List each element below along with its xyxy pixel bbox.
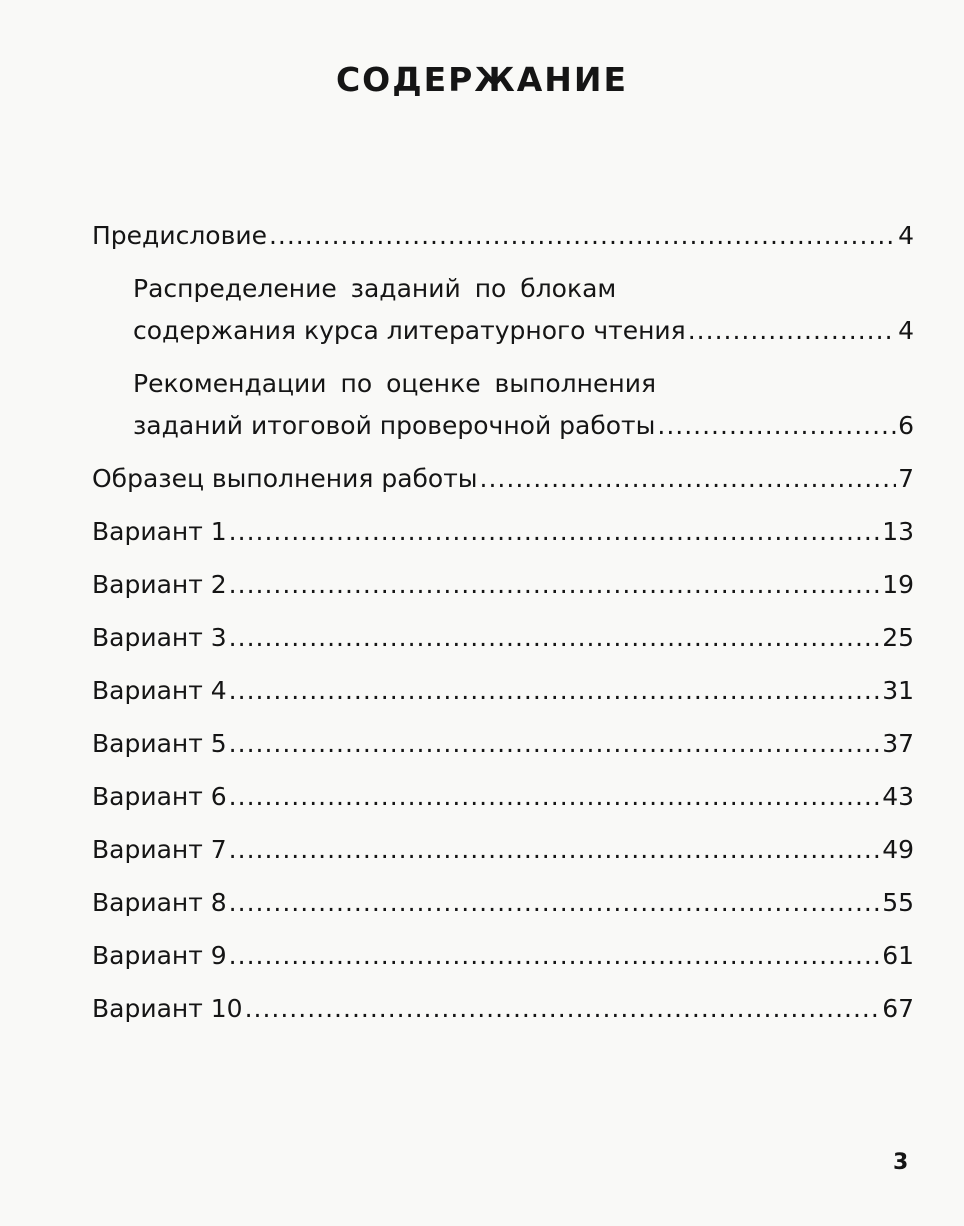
toc-entry-label: Вариант 7 [92,835,227,864]
toc-leader-dots [269,215,896,257]
toc-entry-page: 4 [898,316,914,345]
toc-entry-preface [92,215,914,257]
toc-leader-dots [229,564,881,606]
toc-entry-page: 37 [882,729,914,758]
toc-leader-dots [229,882,881,924]
toc-entry-sample [92,458,914,500]
toc-entry-label: Вариант 4 [92,676,227,705]
toc-entry-label: заданий итоговой проверочной работы [133,411,656,440]
toc-entry-variant [92,882,914,924]
toc-entry-label: содержания курса литературного чтения [133,316,686,345]
toc-entry-page: 7 [898,464,914,493]
page-title: СОДЕРЖАНИЕ [335,60,629,99]
toc-leader-dots [229,617,881,659]
toc-entry-variant [92,829,914,871]
toc-entry-variant [92,935,914,977]
toc-entry-page: 43 [882,782,914,811]
toc-entry-page: 6 [898,411,914,440]
toc-entry-page: 25 [882,623,914,652]
toc-entry-label: Вариант 5 [92,729,227,758]
toc-entry-label: Рекомендации по оценке выполнения [133,369,657,398]
toc-entry-distribution [92,310,914,352]
toc-entry-recommendations [92,405,914,447]
toc-entry-page: 55 [882,888,914,917]
toc-entry-label: Распределение заданий по блокам [133,274,617,303]
toc-leader-dots [229,511,881,553]
toc-leader-dots [480,458,897,500]
toc-leader-dots [229,935,881,977]
toc-entry-label: Образец выполнения работы [92,464,478,493]
toc-entry-variant [92,723,914,765]
toc-leader-dots [245,988,881,1030]
toc-entry-label: Вариант 1 [92,517,227,546]
toc-entry-page: 19 [882,570,914,599]
toc-leader-dots [229,723,881,765]
toc-entry-distribution-line1 [92,268,914,310]
table-of-contents [92,215,914,1041]
toc-entry-label: Предисловие [92,221,267,250]
toc-entry-page: 49 [882,835,914,864]
toc-entry-page: 13 [882,517,914,546]
toc-entry-variant [92,617,914,659]
toc-entry-label: Вариант 8 [92,888,227,917]
toc-entry-variant [92,511,914,553]
toc-entry-page: 31 [882,676,914,705]
toc-entry-label: Вариант 10 [92,994,243,1023]
toc-entry-variant [92,564,914,606]
toc-entry-label: Вариант 9 [92,941,227,970]
toc-entry-page: 67 [882,994,914,1023]
toc-entry-label: Вариант 2 [92,570,227,599]
toc-entry-recommendations-line1 [92,363,914,405]
toc-entry-page: 4 [898,221,914,250]
toc-leader-dots [229,829,881,871]
toc-entry-variant [92,670,914,712]
toc-entry-variant [92,988,914,1030]
toc-entry-page: 61 [882,941,914,970]
toc-entry-label: Вариант 3 [92,623,227,652]
toc-entry-label: Вариант 6 [92,782,227,811]
toc-entry-variant [92,776,914,818]
toc-leader-dots [229,670,881,712]
page-number: 3 [893,1150,909,1175]
toc-leader-dots [688,310,896,352]
toc-leader-dots [657,405,896,447]
toc-leader-dots [229,776,881,818]
